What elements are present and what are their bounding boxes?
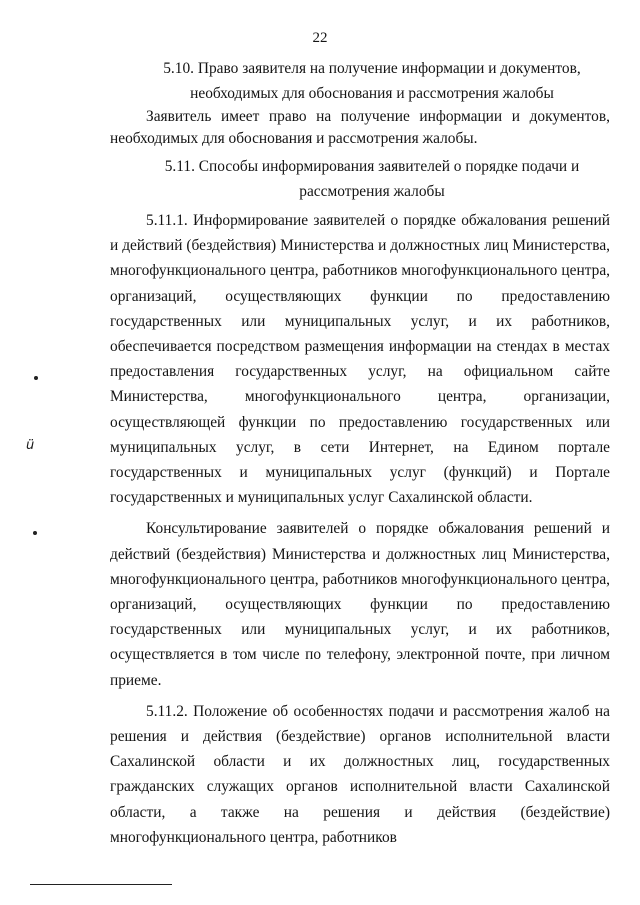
section-heading-5-11 [110, 154, 610, 204]
section-heading-5-10-line1: 5.10. Право заявителя на получение информации и документов, [163, 60, 581, 77]
section-heading-5-10 [110, 56, 610, 106]
margin-scribble-mark: ü [26, 438, 35, 453]
paragraph-5-11-2: 5.11.2. Положение об особенностях подачи и рассмотрения жалоб на решения и действия (бездействие) органов исполнительной власти Сахалинской области и их должностных лиц, государственных гражданских служащих органов исполнительной власти Сахалинской области, а также на решения и действия (бездействие) многофункционального центра, работников [110, 702, 610, 846]
paragraph-5-11-1: 5.11.1. Информирование заявителей о порядке обжалования решений и действий (бездействия) Министерства и должностных лиц Министерства, многофункционального центра, работников многофункционального центра, организаций, осуществляющих функции по предоставлению государственных или муниципальных услуг, и их работников, обеспечивается посредством размещения информации на стендах в местах предоставления государственных услуг, на официальном сайте Министерства, многофункционального центра, организации, осуществляющей функции по предоставлению государственных или муниципальных услуг, в сети Интернет, на Едином портале государственных и муниципальных услуг (функций) и Портале государственных и муниципальных услуг Сахалинской области. [110, 212, 610, 507]
paragraph-5-10: Заявитель имеет право на получение информации и документов, необходимых для обоснования и рассмотрения жалобы. [110, 108, 610, 147]
document-body [110, 56, 610, 850]
margin-dot-mark-2 [33, 531, 37, 535]
page-number: 22 [312, 30, 328, 46]
margin-dot-mark [34, 376, 38, 380]
section-heading-5-11-line2: рассмотрения жалобы [299, 183, 445, 200]
footnote-separator [30, 884, 172, 885]
section-heading-5-10-line2: необходимых для обоснования и рассмотрения жалобы [190, 85, 554, 102]
section-heading-5-11-line1: 5.11. Способы информирования заявителей о порядке подачи и [164, 158, 580, 175]
paragraph-consulting: Консультирование заявителей о порядке обжалования решений и действий (бездействия) Министерства и должностных лиц Министерства, многофункционального центра, работников многофункционального центра, организаций, осуществляющих функции по предоставлению государственных или муниципальных услуг, и их работников, осуществляется в том числе по телефону, электронной почте, при личном приеме. [110, 520, 610, 689]
